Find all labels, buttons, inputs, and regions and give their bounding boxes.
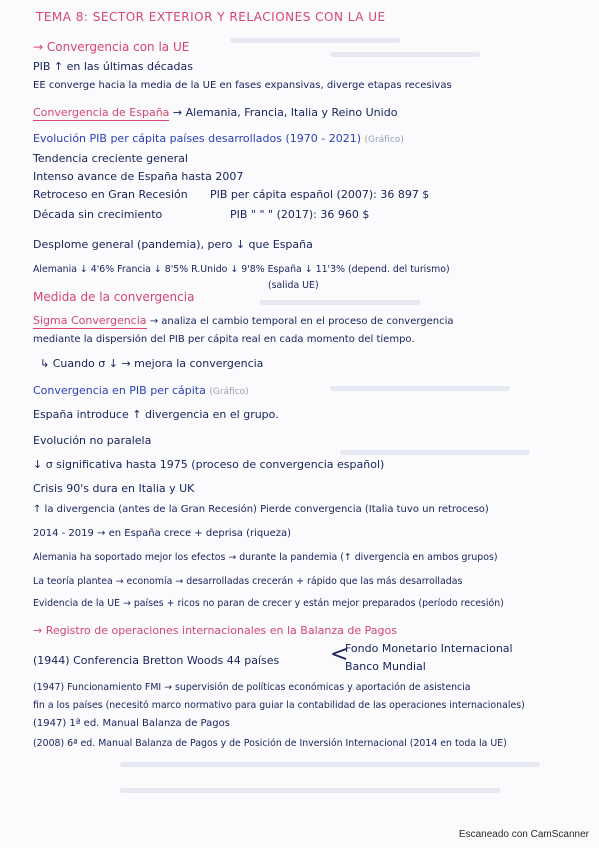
note-line: Evolución no paralela [33,434,152,447]
salida-ue: (salida UE) [268,280,319,291]
scanner-watermark: Escaneado con CamScanner [458,829,589,840]
grafico-note: (Gráfico) [364,135,404,145]
note-line: 2014 - 2019 → en España crece + deprisa (riqueza) [33,528,292,539]
bleed-through [330,52,480,57]
note-line: Crisis 90's dura en Italia y UK [33,482,195,495]
note-line: EE converge hacia la media de la UE en fases expansivas, diverge etapas recesivas [33,80,452,91]
note-line: Evidencia de la UE → países + ricos no paran de crecer y están mejor preparados (período recesión) [33,598,504,609]
note-line: (2008) 6ª ed. Manual Balanza de Pagos y de Posición de Inversión Internacional (2014 en toda la UE) [33,738,507,749]
sigma-row [33,314,454,328]
note-line: La teoría plantea → economía → desarrolladas crecerán + rápido que las más desarrolladas [33,576,463,587]
note-line: (1947) Funcionamiento FMI → supervisión de políticas económicas y aportación de asistencia [33,682,471,693]
note-line: (1947) 1ª ed. Manual Balanza de Pagos [33,718,230,729]
evolucion-pib: Evolución PIB per cápita países desarrollados (1970 - 2021) [33,132,361,145]
bleed-through [260,300,420,305]
divergencia-row [33,504,489,516]
convergencia-espana-row [33,106,397,119]
caidas-pib: Alemania ↓ 4'6% Francia ↓ 8'5% R.Unido ↓ 9'8% España ↓ 11'3% (depend. del turismo) [33,264,450,275]
note-line: Retroceso en Gran Recesión [33,188,188,201]
divergencia-text: ↑ la divergencia (antes de la Gran Recesión) [33,504,257,515]
conv-pib-row [33,384,249,398]
note-line: mediante la dispersión del PIB per cápita real en cada momento del tiempo. [33,334,415,345]
pib-2007: PIB per cápita español (2007): 36 897 $ [210,188,430,201]
bleed-through [120,762,540,767]
note-line: España introduce ↑ divergencia en el grupo. [33,408,279,421]
section-registro: → Registro de operaciones internacionales en la Balanza de Pagos [33,624,397,637]
conv-pib-label: Convergencia en PIB per cápita [33,384,206,397]
bleed-through [340,450,530,455]
sigma-text: → analiza el cambio temporal en el proceso de convergencia [149,316,454,327]
convergencia-paises: → Alemania, Francia, Italia y Reino Unido [172,106,398,119]
section-medida: Medida de la convergencia [33,290,195,304]
note-line: Desplome general (pandemia), pero ↓ que España [33,238,313,251]
note-line: fin a los países (necesitó marco normativo para guiar la contabilidad de las operaciones internacionales) [33,700,525,711]
bleed-through [230,38,400,43]
note-line: Década sin crecimiento [33,208,163,221]
page-title: TEMA 8: SECTOR EXTERIOR Y RELACIONES CON LA UE [36,10,386,24]
fmi-label: Fondo Monetario Internacional [345,642,513,655]
pib-2017: PIB " " " (2017): 36 960 $ [230,208,370,221]
bretton-woods: (1944) Conferencia Bretton Woods 44 países [33,654,280,667]
section-convergencia: → Convergencia con la UE [33,40,190,54]
brace-icon: < [330,642,349,667]
bleed-through [120,788,500,793]
note-line: Intenso avance de España hasta 2007 [33,170,244,183]
note-line: PIB ↑ en las últimas décadas [33,60,193,73]
sigma-label: Sigma Convergencia [33,314,147,327]
grafico-note: (Gráfico) [209,387,249,397]
note-line: Alemania ha soportado mejor los efectos → durante la pandemia (↑ divergencia en ambos grupos) [33,552,498,563]
convergencia-espana-label: Convergencia de España [33,106,170,119]
note-line: Tendencia creciente general [33,152,188,165]
pierde-convergencia: Pierde convergencia (Italia tuvo un retroceso) [260,504,489,515]
note-line: ↓ σ significativa hasta 1975 (proceso de convergencia español) [33,458,385,471]
evolucion-row [33,132,404,146]
bleed-through [330,386,510,391]
banco-label: Banco Mundial [345,660,426,673]
note-line: ↳ Cuando σ ↓ → mejora la convergencia [40,357,264,370]
